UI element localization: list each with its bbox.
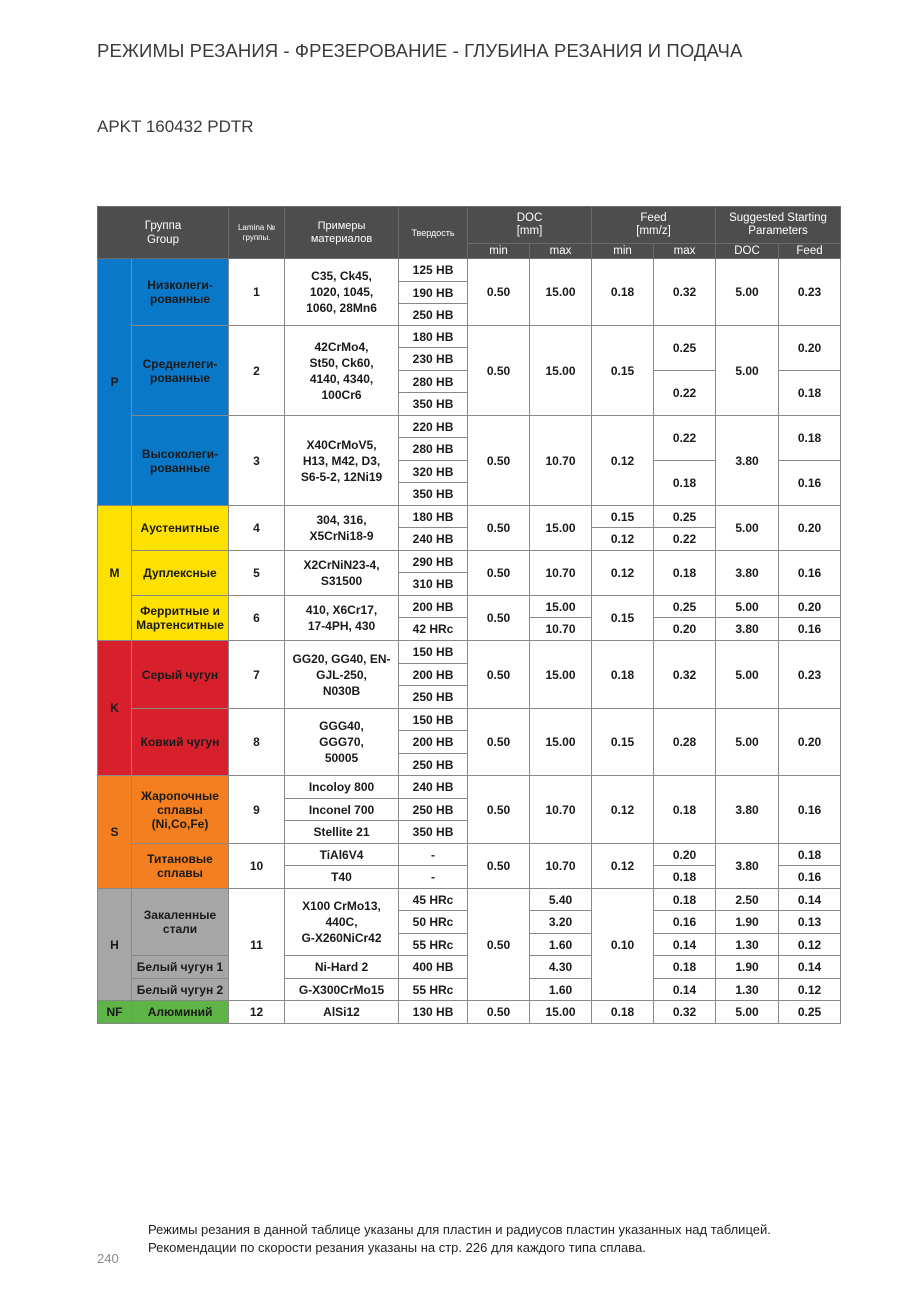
header-doc-min: min xyxy=(468,244,530,259)
doc-max: 15.00 xyxy=(530,709,592,776)
doc-min: 0.50 xyxy=(468,1001,530,1024)
suggested-feed: 0.14 xyxy=(779,889,841,911)
footnote-line: Рекомендации по скорости резания указаны на стр. 226 для каждого типа сплава. xyxy=(148,1240,646,1255)
doc-max: 4.30 xyxy=(530,956,592,979)
doc-min: 0.50 xyxy=(468,844,530,889)
table-row xyxy=(98,844,841,866)
group-number: 3 xyxy=(229,416,285,506)
feed-max: 0.14 xyxy=(654,979,716,1001)
insert-designation: APKT 160432 PDTR xyxy=(97,117,254,136)
feed-min: 0.12 xyxy=(592,528,654,551)
doc-max: 1.60 xyxy=(530,979,592,1001)
group-number: 4 xyxy=(229,506,285,551)
hardness-cell: - xyxy=(399,866,468,889)
suggested-doc: 5.00 xyxy=(716,326,779,416)
feed-max: 0.18 xyxy=(654,776,716,844)
feed-max: 0.18 xyxy=(654,551,716,596)
footnote xyxy=(148,1221,771,1257)
feed-max: 0.25 xyxy=(654,596,716,618)
suggested-feed: 0.16 xyxy=(779,461,841,506)
group-name: Аустенитные xyxy=(132,506,229,551)
feed-min: 0.12 xyxy=(592,776,654,844)
header-feed: Feed [mm/z] xyxy=(592,207,716,244)
feed-min: 0.12 xyxy=(592,416,654,506)
group-number: 5 xyxy=(229,551,285,596)
material-examples: AlSi12 xyxy=(285,1001,399,1024)
material-examples: Ni-Hard 2 xyxy=(285,956,399,979)
material-examples: Inconel 700 xyxy=(285,799,399,821)
table-row xyxy=(98,259,841,282)
hardness-cell: 200 HB xyxy=(399,731,468,754)
page-title: РЕЖИМЫ РЕЗАНИЯ - ФРЕЗЕРОВАНИЕ - ГЛУБИНА РЕЗАНИЯ И ПОДАЧА xyxy=(97,40,743,61)
group-letter-nf: NF xyxy=(98,1001,132,1024)
suggested-feed: 0.18 xyxy=(779,844,841,866)
hardness-cell: 350 HB xyxy=(399,821,468,844)
material-examples: X100 CrMo13, 440C, G-X260NiCr42 xyxy=(285,889,399,956)
hardness-cell: 200 HB xyxy=(399,664,468,686)
group-name: Закаленные стали xyxy=(132,889,229,956)
hardness-cell: 230 HB xyxy=(399,348,468,371)
suggested-feed: 0.12 xyxy=(779,934,841,956)
feed-max: 0.18 xyxy=(654,461,716,506)
group-letter-m: M xyxy=(98,506,132,641)
feed-min: 0.15 xyxy=(592,709,654,776)
table-row xyxy=(98,641,841,664)
table-row xyxy=(98,326,841,348)
suggested-feed: 0.20 xyxy=(779,326,841,371)
doc-max: 15.00 xyxy=(530,1001,592,1024)
doc-min: 0.50 xyxy=(468,326,530,416)
material-examples: 410, X6Cr17, 17-4PH, 430 xyxy=(285,596,399,641)
feed-max: 0.18 xyxy=(654,956,716,979)
doc-max: 15.00 xyxy=(530,641,592,709)
group-number: 1 xyxy=(229,259,285,326)
hardness-cell: 350 HB xyxy=(399,393,468,416)
feed-min: 0.15 xyxy=(592,506,654,528)
suggested-feed: 0.18 xyxy=(779,371,841,416)
table-row xyxy=(98,506,841,528)
group-name: Жаропочные сплавы (Ni,Co,Fe) xyxy=(132,776,229,844)
suggested-doc: 1.30 xyxy=(716,934,779,956)
hardness-cell: 42 HRc xyxy=(399,618,468,641)
doc-max: 10.70 xyxy=(530,416,592,506)
suggested-feed: 0.14 xyxy=(779,956,841,979)
feed-max: 0.32 xyxy=(654,641,716,709)
doc-min: 0.50 xyxy=(468,416,530,506)
table-row xyxy=(98,776,841,799)
group-name: Дуплексные xyxy=(132,551,229,596)
doc-min: 0.50 xyxy=(468,776,530,844)
feed-max: 0.32 xyxy=(654,1001,716,1024)
hardness-cell: 250 HB xyxy=(399,799,468,821)
feed-max: 0.20 xyxy=(654,618,716,641)
doc-max: 15.00 xyxy=(530,259,592,326)
feed-max: 0.22 xyxy=(654,371,716,416)
doc-max: 10.70 xyxy=(530,551,592,596)
feed-min: 0.18 xyxy=(592,259,654,326)
feed-max: 0.32 xyxy=(654,259,716,326)
doc-max: 5.40 xyxy=(530,889,592,911)
hardness-cell: 50 HRc xyxy=(399,911,468,934)
suggested-feed: 0.16 xyxy=(779,551,841,596)
header-materials: Примеры материалов xyxy=(285,207,399,259)
hardness-cell: 290 HB xyxy=(399,551,468,573)
suggested-feed: 0.23 xyxy=(779,259,841,326)
hardness-cell: 240 HB xyxy=(399,528,468,551)
material-examples: C35, Ck45, 1020, 1045, 1060, 28Mn6 xyxy=(285,259,399,326)
suggested-doc: 3.80 xyxy=(716,416,779,506)
doc-max: 15.00 xyxy=(530,326,592,416)
header-group: Группа Group xyxy=(98,207,229,259)
suggested-doc: 1.30 xyxy=(716,979,779,1001)
feed-min: 0.15 xyxy=(592,596,654,641)
group-number: 10 xyxy=(229,844,285,889)
material-examples: Stellite 21 xyxy=(285,821,399,844)
group-name: Ферритные и Мартенситные xyxy=(132,596,229,641)
hardness-cell: 240 HB xyxy=(399,776,468,799)
material-examples: GG20, GG40, EN- GJL-250, N030B xyxy=(285,641,399,709)
suggested-feed: 0.13 xyxy=(779,911,841,934)
feed-max: 0.22 xyxy=(654,416,716,461)
header-suggested-feed: Feed xyxy=(779,244,841,259)
suggested-feed: 0.16 xyxy=(779,618,841,641)
cutting-data-table xyxy=(97,206,841,1024)
group-letter-s: S xyxy=(98,776,132,889)
group-number: 2 xyxy=(229,326,285,416)
group-name: Белый чугун 1 xyxy=(132,956,229,979)
hardness-cell: 310 HB xyxy=(399,573,468,596)
suggested-feed: 0.12 xyxy=(779,979,841,1001)
feed-min: 0.12 xyxy=(592,551,654,596)
feed-min: 0.15 xyxy=(592,326,654,416)
feed-max: 0.18 xyxy=(654,889,716,911)
group-number: 9 xyxy=(229,776,285,844)
group-name: Алюминий xyxy=(132,1001,229,1024)
suggested-feed: 0.20 xyxy=(779,506,841,551)
suggested-feed: 0.20 xyxy=(779,596,841,618)
hardness-cell: 55 HRc xyxy=(399,979,468,1001)
suggested-doc: 3.80 xyxy=(716,551,779,596)
header-doc: DOC [mm] xyxy=(468,207,592,244)
material-examples: X2CrNiN23-4, S31500 xyxy=(285,551,399,596)
hardness-cell: - xyxy=(399,844,468,866)
group-letter-k: K xyxy=(98,641,132,776)
group-name: Серый чугун xyxy=(132,641,229,709)
doc-min: 0.50 xyxy=(468,259,530,326)
feed-max: 0.25 xyxy=(654,506,716,528)
suggested-doc: 3.80 xyxy=(716,776,779,844)
doc-min: 0.50 xyxy=(468,596,530,641)
suggested-feed: 0.25 xyxy=(779,1001,841,1024)
suggested-feed: 0.18 xyxy=(779,416,841,461)
hardness-cell: 280 HB xyxy=(399,371,468,393)
hardness-cell: 150 HB xyxy=(399,709,468,731)
table-row xyxy=(98,1001,841,1024)
material-examples: GGG40, GGG70, 50005 xyxy=(285,709,399,776)
hardness-cell: 150 HB xyxy=(399,641,468,664)
suggested-doc: 5.00 xyxy=(716,506,779,551)
suggested-feed: 0.16 xyxy=(779,776,841,844)
footnote-line: Режимы резания в данной таблице указаны для пластин и радиусов пластин указанных над таблицей. xyxy=(148,1222,771,1237)
group-name: Высоколеги- рованные xyxy=(132,416,229,506)
group-number: 6 xyxy=(229,596,285,641)
feed-max: 0.25 xyxy=(654,326,716,371)
doc-max: 15.00 xyxy=(530,596,592,618)
feed-max: 0.18 xyxy=(654,866,716,889)
feed-max: 0.14 xyxy=(654,934,716,956)
hardness-cell: 250 HB xyxy=(399,754,468,776)
suggested-doc: 1.90 xyxy=(716,956,779,979)
doc-max: 10.70 xyxy=(530,844,592,889)
header-suggested-doc: DOC xyxy=(716,244,779,259)
suggested-doc: 5.00 xyxy=(716,1001,779,1024)
group-name: Ковкий чугун xyxy=(132,709,229,776)
doc-min: 0.50 xyxy=(468,641,530,709)
feed-min: 0.10 xyxy=(592,889,654,1001)
doc-min: 0.50 xyxy=(468,551,530,596)
group-name: Белый чугун 2 xyxy=(132,979,229,1001)
suggested-feed: 0.16 xyxy=(779,866,841,889)
hardness-cell: 280 HB xyxy=(399,438,468,461)
group-name: Титановые сплавы xyxy=(132,844,229,889)
material-examples: X40CrMoV5, H13, M42, D3, S6-5-2, 12Ni19 xyxy=(285,416,399,506)
group-number: 12 xyxy=(229,1001,285,1024)
header-feed-min: min xyxy=(592,244,654,259)
suggested-doc: 5.00 xyxy=(716,596,779,618)
feed-min: 0.18 xyxy=(592,1001,654,1024)
doc-min: 0.50 xyxy=(468,506,530,551)
suggested-doc: 5.00 xyxy=(716,641,779,709)
suggested-doc: 1.90 xyxy=(716,911,779,934)
feed-min: 0.18 xyxy=(592,641,654,709)
hardness-cell: 190 HB xyxy=(399,282,468,304)
header-doc-max: max xyxy=(530,244,592,259)
hardness-cell: 45 HRc xyxy=(399,889,468,911)
group-letter-h: H xyxy=(98,889,132,1001)
suggested-doc: 5.00 xyxy=(716,259,779,326)
hardness-cell: 200 HB xyxy=(399,596,468,618)
hardness-cell: 180 HB xyxy=(399,506,468,528)
group-number: 7 xyxy=(229,641,285,709)
table-row xyxy=(98,889,841,911)
suggested-doc: 3.80 xyxy=(716,844,779,889)
suggested-doc: 5.00 xyxy=(716,709,779,776)
material-examples: G-X300CrMo15 xyxy=(285,979,399,1001)
hardness-cell: 350 HB xyxy=(399,483,468,506)
table-row xyxy=(98,596,841,618)
material-examples: T40 xyxy=(285,866,399,889)
suggested-feed: 0.23 xyxy=(779,641,841,709)
suggested-doc: 2.50 xyxy=(716,889,779,911)
doc-min: 0.50 xyxy=(468,889,530,1001)
hardness-cell: 250 HB xyxy=(399,686,468,709)
header-suggested: Suggested Starting Parameters xyxy=(716,207,841,244)
hardness-cell: 320 HB xyxy=(399,461,468,483)
doc-max: 3.20 xyxy=(530,911,592,934)
doc-min: 0.50 xyxy=(468,709,530,776)
hardness-cell: 220 HB xyxy=(399,416,468,438)
group-name: Среднелеги- рованные xyxy=(132,326,229,416)
feed-min: 0.12 xyxy=(592,844,654,889)
hardness-cell: 130 HB xyxy=(399,1001,468,1024)
feed-max: 0.28 xyxy=(654,709,716,776)
group-number: 8 xyxy=(229,709,285,776)
group-number: 11 xyxy=(229,889,285,1001)
material-examples: 42CrMo4, St50, Ck60, 4140, 4340, 100Cr6 xyxy=(285,326,399,416)
material-examples: TiAl6V4 xyxy=(285,844,399,866)
page-number: 240 xyxy=(97,1251,119,1266)
suggested-doc: 3.80 xyxy=(716,618,779,641)
table-row xyxy=(98,551,841,573)
doc-max: 10.70 xyxy=(530,776,592,844)
hardness-cell: 250 HB xyxy=(399,304,468,326)
group-name: Низколеги- рованные xyxy=(132,259,229,326)
hardness-cell: 180 HB xyxy=(399,326,468,348)
group-letter-p: P xyxy=(98,259,132,506)
material-examples: Incoloy 800 xyxy=(285,776,399,799)
doc-max: 1.60 xyxy=(530,934,592,956)
material-examples: 304, 316, X5CrNi18-9 xyxy=(285,506,399,551)
header-hardness: Твердость xyxy=(399,207,468,259)
feed-max: 0.20 xyxy=(654,844,716,866)
feed-max: 0.16 xyxy=(654,911,716,934)
feed-max: 0.22 xyxy=(654,528,716,551)
header-feed-max: max xyxy=(654,244,716,259)
doc-max: 15.00 xyxy=(530,506,592,551)
header-lamina-no: Lamina № группы. xyxy=(229,207,285,259)
table-row xyxy=(98,709,841,731)
hardness-cell: 55 HRc xyxy=(399,934,468,956)
doc-max: 10.70 xyxy=(530,618,592,641)
hardness-cell: 125 HB xyxy=(399,259,468,282)
table-row xyxy=(98,416,841,438)
suggested-feed: 0.20 xyxy=(779,709,841,776)
hardness-cell: 400 HB xyxy=(399,956,468,979)
